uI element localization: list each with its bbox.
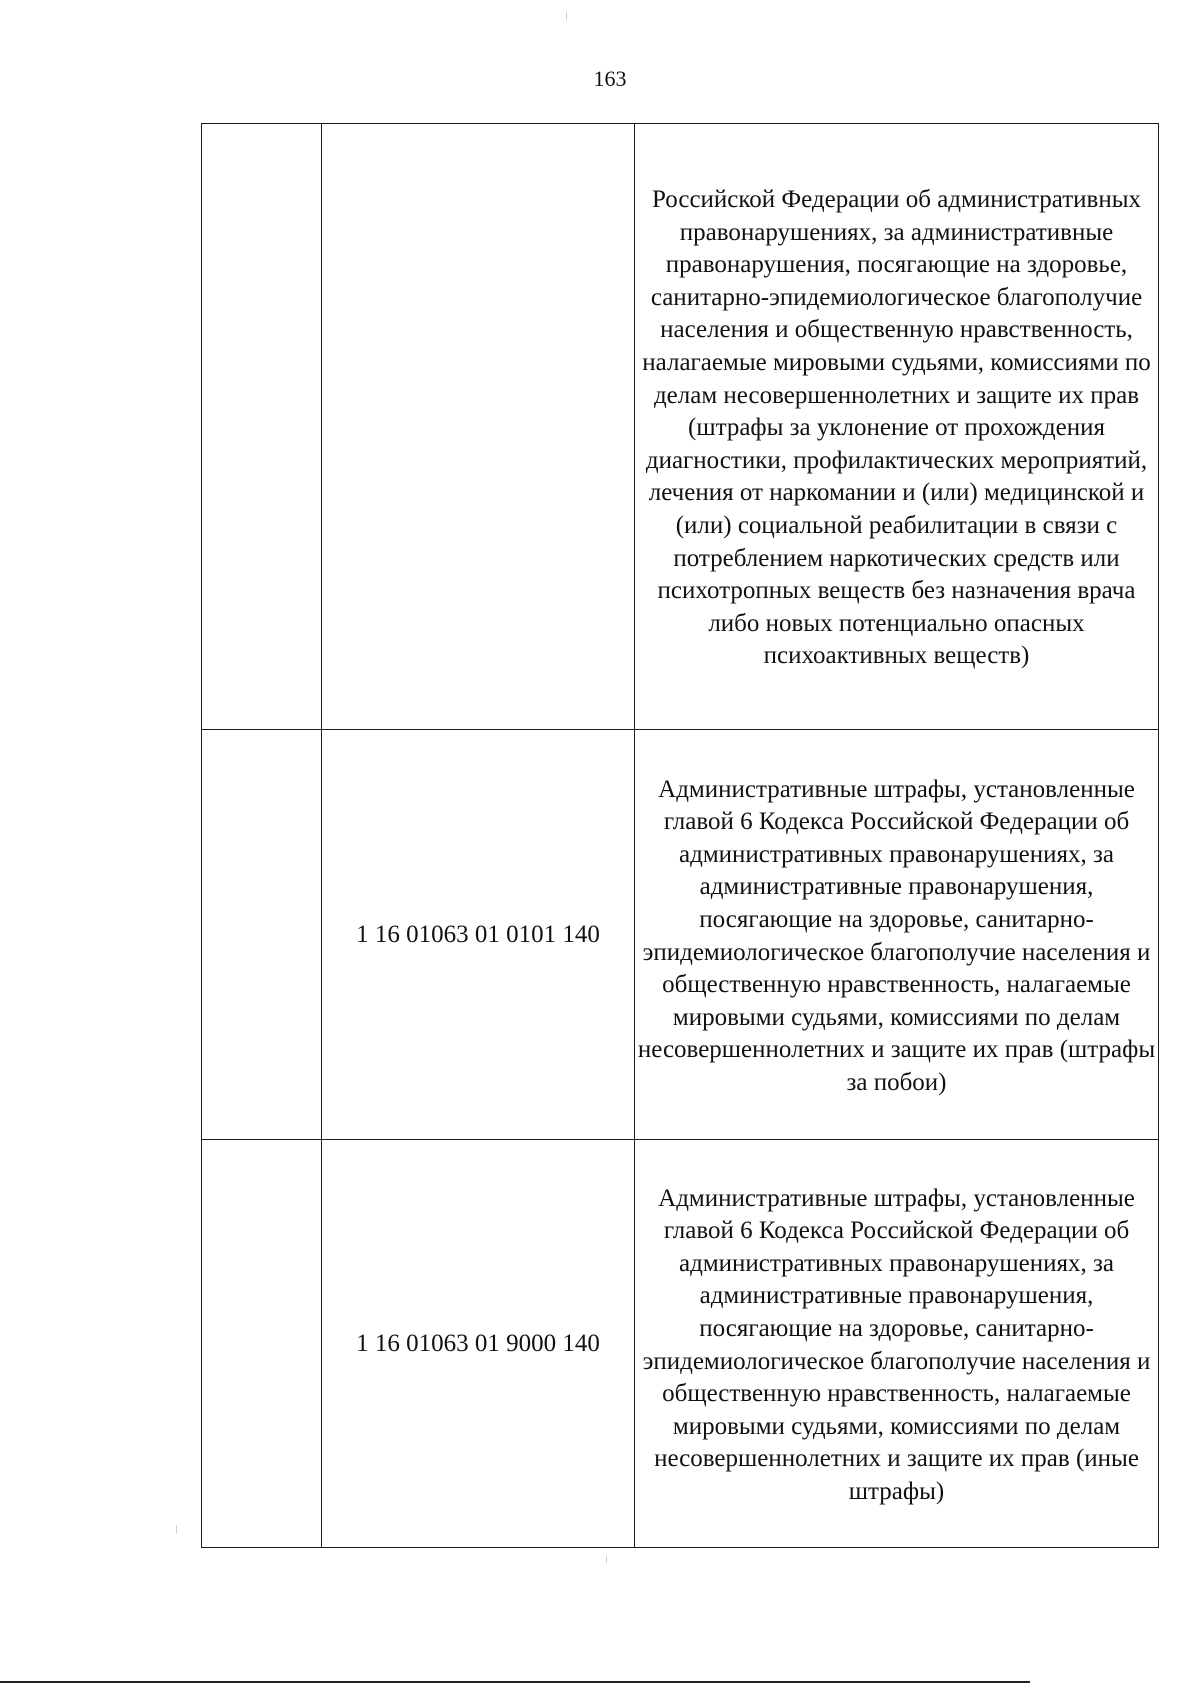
table-cell-admin [202,1140,322,1548]
table-cell-admin [202,124,322,730]
table-cell-admin [202,730,322,1140]
table-cell-description: Российской Федерации об административных правонарушениях, за административные правонарушения, посягающие на здоровье, санитарно-эпидемиологическое благополучие населения и общественную нравственность, налагаемые мировыми судьями, комиссиями по делам несовершеннолетних и защите их прав (штрафы за уклонение от прохождения диагностики, профилактических мероприятий, лечения от наркомании и (или) медицинской и (или) социальной реабилитации в связи с потреблением наркотических средств или психотропных веществ без назначения врача либо новых потенциально опасных психоактивных веществ) [635,124,1159,730]
table-row [202,1140,1159,1548]
budget-code-table [201,123,1159,1548]
table-cell-description: Административные штрафы, установленные главой 6 Кодекса Российской Федерации об административных правонарушениях, за административные правонарушения, посягающие на здоровье, санитарно-эпидемиологическое благополучие населения и общественную нравственность, налагаемые мировыми судьями, комиссиями по делам несовершеннолетних и защите их прав (иные штрафы) [635,1140,1159,1548]
table-cell-code: 1 16 01063 01 9000 140 [322,1140,635,1548]
table-row [202,124,1159,730]
bottom-rule [0,1681,1030,1683]
table-cell-description: Административные штрафы, установленные главой 6 Кодекса Российской Федерации об административных правонарушениях, за административные правонарушения, посягающие на здоровье, санитарно-эпидемиологическое благополучие населения и общественную нравственность, налагаемые мировыми судьями, комиссиями по делам несовершеннолетних и защите их прав (штрафы за побои) [635,730,1159,1140]
table-cell-code [322,124,635,730]
scan-speck [176,1525,177,1534]
scan-speck [566,12,567,20]
page-number: 163 [593,66,627,91]
table-cell-code: 1 16 01063 01 0101 140 [322,730,635,1140]
table-row [202,730,1159,1140]
scan-speck [606,1556,607,1563]
